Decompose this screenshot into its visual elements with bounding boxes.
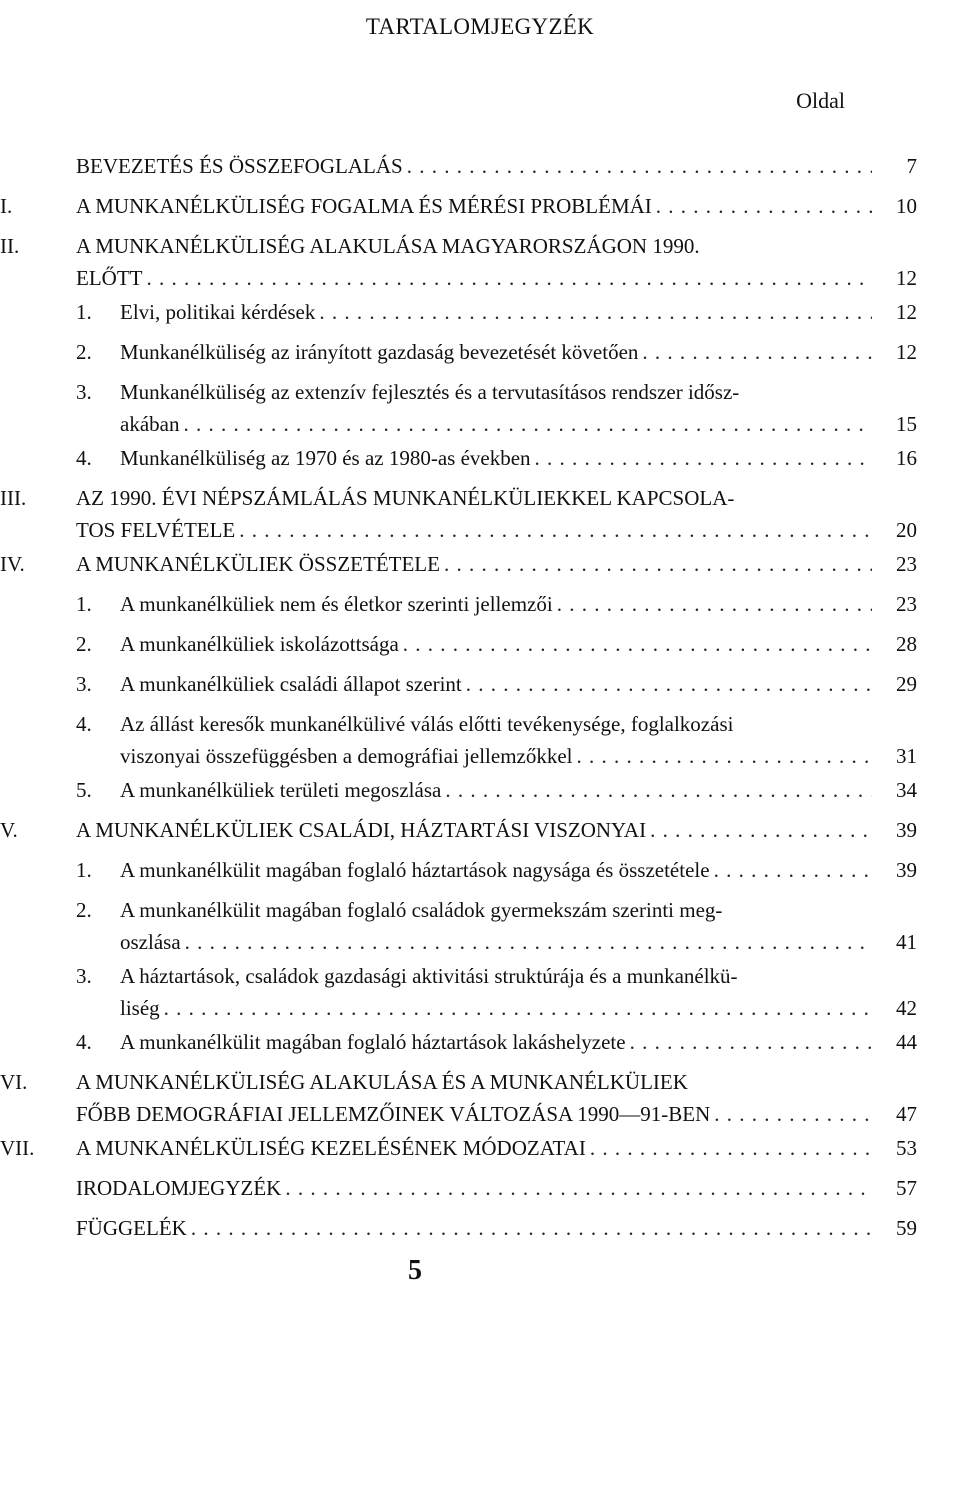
toc-entry-title <box>76 1212 872 1244</box>
toc-section-number: 1. <box>76 300 92 324</box>
toc-section-number: 3. <box>76 964 92 988</box>
toc-entry-text: oszlása <box>120 930 181 954</box>
dot-leader <box>403 628 872 660</box>
toc-entry-text: IRODALOMJEGYZÉK <box>76 1176 282 1200</box>
dot-leader <box>650 814 872 846</box>
toc-chapter-numeral: I. <box>0 194 13 218</box>
toc-entry-text: A munkanélküliek nem és életkor szerinti jellemzői <box>120 592 553 616</box>
toc-page-number: 59 <box>896 1216 917 1240</box>
toc-entry-title <box>76 190 872 222</box>
toc-entry-title <box>76 814 872 846</box>
toc-page-number: 31 <box>896 744 917 768</box>
toc-entry-text: A MUNKANÉLKÜLISÉG FOGALMA ÉS MÉRÉSI PROBLÉMÁI <box>76 194 652 218</box>
toc-page-number: 16 <box>896 446 917 470</box>
dot-leader <box>577 740 872 772</box>
toc-page-number: 23 <box>896 592 917 616</box>
toc-entry-title <box>76 1066 872 1130</box>
toc-entry-text: Munkanélküliség az irányított gazdaság bevezetését követően <box>120 340 639 364</box>
toc-entry-text: A munkanélküliek családi állapot szerint <box>120 672 462 696</box>
toc-entry-text: Az állást keresők munkanélkülivé válás előtti tevékenysége, foglalkozási <box>120 712 734 736</box>
toc-entry-text: A munkanélküliek területi megoszlása <box>120 778 442 802</box>
page-title: TARTALOMJEGYZÉK <box>365 14 595 39</box>
dot-leader <box>164 992 872 1024</box>
toc-page-number: 41 <box>896 930 917 954</box>
toc-entry <box>0 1132 960 1164</box>
dot-leader <box>656 190 872 222</box>
toc-entry-text: Munkanélküliség az extenzív fejlesztés és a tervutasításos rendszer idősz- <box>120 380 740 404</box>
toc-chapter-numeral: IV. <box>0 552 25 576</box>
toc-entry-title <box>76 150 872 182</box>
toc-entry-text: A munkanélkülit magában foglaló háztartások lakáshelyzete <box>120 1030 626 1054</box>
toc-entry <box>0 814 960 846</box>
toc-entry <box>0 376 960 440</box>
toc-entry <box>0 150 960 182</box>
dot-leader <box>146 262 872 294</box>
toc-page-number: 20 <box>896 518 917 542</box>
toc-page-number: 12 <box>896 300 917 324</box>
toc-entry-text: A munkanélküliek iskolázottsága <box>120 632 399 656</box>
toc-entry-title <box>76 548 872 580</box>
toc-entry <box>0 1026 960 1058</box>
toc-page-number: 15 <box>896 412 917 436</box>
dot-leader <box>714 1098 872 1130</box>
toc-entry-text: FÜGGELÉK <box>76 1216 187 1240</box>
toc-page-number: 53 <box>896 1136 917 1160</box>
toc-page-number: 57 <box>896 1176 917 1200</box>
toc-entry-title <box>120 376 872 440</box>
toc-entry <box>0 1066 960 1130</box>
toc-section-number: 2. <box>76 632 92 656</box>
toc-section-number: 1. <box>76 858 92 882</box>
toc-entry <box>0 230 960 294</box>
dot-leader <box>183 408 872 440</box>
toc-entry-title <box>120 588 872 620</box>
page-number: 5 <box>408 1255 422 1286</box>
toc-entry-text: AZ 1990. ÉVI NÉPSZÁMLÁLÁS MUNKANÉLKÜLIEKKEL KAPCSOLA- <box>76 486 735 510</box>
toc-entry-text: A MUNKANÉLKÜLIEK ÖSSZETÉTELE <box>76 552 440 576</box>
toc-entry-text: ELŐTT <box>76 266 143 290</box>
dot-leader <box>630 1026 872 1058</box>
toc-entry <box>0 190 960 222</box>
toc-entry-title <box>76 1132 872 1164</box>
toc-chapter-numeral: III. <box>0 486 27 510</box>
toc-section-number: 4. <box>76 712 92 736</box>
toc-entry-title <box>120 854 872 886</box>
toc-entry-text: liség <box>120 996 160 1020</box>
toc-entry-title <box>120 774 872 806</box>
toc-entry-title <box>120 668 872 700</box>
toc-entry-text: BEVEZETÉS ÉS ÖSSZEFOGLALÁS <box>76 154 403 178</box>
dot-leader <box>407 150 872 182</box>
page-column-heading: Oldal <box>796 88 845 113</box>
dot-leader <box>557 588 872 620</box>
toc-page-number: 10 <box>896 194 917 218</box>
toc-section-number: 3. <box>76 380 92 404</box>
toc-page-number: 12 <box>896 340 917 364</box>
toc-chapter-numeral: VI. <box>0 1070 28 1094</box>
toc-page-number: 39 <box>896 858 917 882</box>
toc-entry <box>0 442 960 474</box>
toc-entry-text: FŐBB DEMOGRÁFIAI JELLEMZŐINEK VÁLTOZÁSA 1990—91-BEN <box>76 1102 711 1126</box>
dot-leader <box>445 774 872 806</box>
dot-leader <box>466 668 872 700</box>
toc-entry-title <box>120 894 872 958</box>
toc-page-number: 7 <box>906 154 917 178</box>
dot-leader <box>239 514 872 546</box>
table-of-contents <box>0 150 960 1240</box>
toc-entry <box>0 894 960 958</box>
dot-leader <box>535 442 872 474</box>
toc-section-number: 4. <box>76 1030 92 1054</box>
toc-page-number: 44 <box>896 1030 917 1054</box>
toc-entry <box>0 854 960 886</box>
toc-page-number: 23 <box>896 552 917 576</box>
toc-page-number: 28 <box>896 632 917 656</box>
dot-leader <box>191 1212 872 1244</box>
toc-section-number: 2. <box>76 898 92 922</box>
toc-chapter-numeral: V. <box>0 818 18 842</box>
toc-entry-title <box>120 1026 872 1058</box>
toc-entry <box>0 548 960 580</box>
dot-leader <box>642 336 872 368</box>
toc-chapter-numeral: II. <box>0 234 20 258</box>
toc-entry <box>0 1212 960 1244</box>
toc-entry-text: A MUNKANÉLKÜLISÉG ALAKULÁSA MAGYARORSZÁGON 1990. <box>76 234 700 258</box>
toc-entry-text: Munkanélküliség az 1970 és az 1980-as években <box>120 446 531 470</box>
toc-entry <box>0 628 960 660</box>
toc-section-number: 1. <box>76 592 92 616</box>
toc-entry <box>0 960 960 1024</box>
toc-chapter-numeral: VII. <box>0 1136 35 1160</box>
dot-leader <box>319 296 872 328</box>
toc-entry-text: viszonyai összefüggésben a demográfiai jellemzőkkel <box>120 744 573 768</box>
toc-entry-text: A munkanélkülit magában foglaló háztartások nagysága és összetétele <box>120 858 710 882</box>
toc-entry-text: A MUNKANÉLKÜLISÉG KEZELÉSÉNEK MÓDOZATAI <box>76 1136 586 1160</box>
toc-entry-title <box>76 482 872 546</box>
toc-entry-title <box>76 1172 872 1204</box>
toc-entry-text: A MUNKANÉLKÜLIEK CSALÁDI, HÁZTARTÁSI VISZONYAI <box>76 818 647 842</box>
toc-entry-title <box>120 960 872 1024</box>
toc-entry <box>0 668 960 700</box>
toc-page-number: 12 <box>896 266 917 290</box>
toc-entry <box>0 708 960 772</box>
toc-entry-text: A háztartások, családok gazdasági aktivitási struktúrája és a munkanélkü- <box>120 964 738 988</box>
dot-leader <box>185 926 872 958</box>
toc-entry-title <box>120 336 872 368</box>
toc-page-number: 39 <box>896 818 917 842</box>
toc-entry-text: A MUNKANÉLKÜLISÉG ALAKULÁSA ÉS A MUNKANÉLKÜLIEK <box>76 1070 688 1094</box>
toc-entry-text: akában <box>120 412 180 436</box>
toc-page-number: 47 <box>896 1102 917 1126</box>
toc-entry-title <box>76 230 872 294</box>
dot-leader <box>714 854 872 886</box>
toc-entry-title <box>120 628 872 660</box>
toc-entry <box>0 1172 960 1204</box>
toc-entry <box>0 482 960 546</box>
toc-entry-text: TOS FELVÉTELE <box>76 518 236 542</box>
toc-page-number: 34 <box>896 778 917 802</box>
toc-entry-title <box>120 296 872 328</box>
dot-leader <box>444 548 872 580</box>
toc-entry-title <box>120 442 872 474</box>
toc-entry <box>0 296 960 328</box>
toc-page-number: 42 <box>896 996 917 1020</box>
toc-entry <box>0 588 960 620</box>
toc-section-number: 2. <box>76 340 92 364</box>
toc-entry-text: Elvi, politikai kérdések <box>120 300 316 324</box>
toc-entry <box>0 336 960 368</box>
toc-entry-title <box>120 708 872 772</box>
toc-entry <box>0 774 960 806</box>
dot-leader <box>590 1132 872 1164</box>
toc-entry-text: A munkanélkülit magában foglaló családok gyermekszám szerinti meg- <box>120 898 723 922</box>
toc-section-number: 4. <box>76 446 92 470</box>
toc-section-number: 5. <box>76 778 92 802</box>
dot-leader <box>285 1172 872 1204</box>
toc-page-number: 29 <box>896 672 917 696</box>
toc-section-number: 3. <box>76 672 92 696</box>
